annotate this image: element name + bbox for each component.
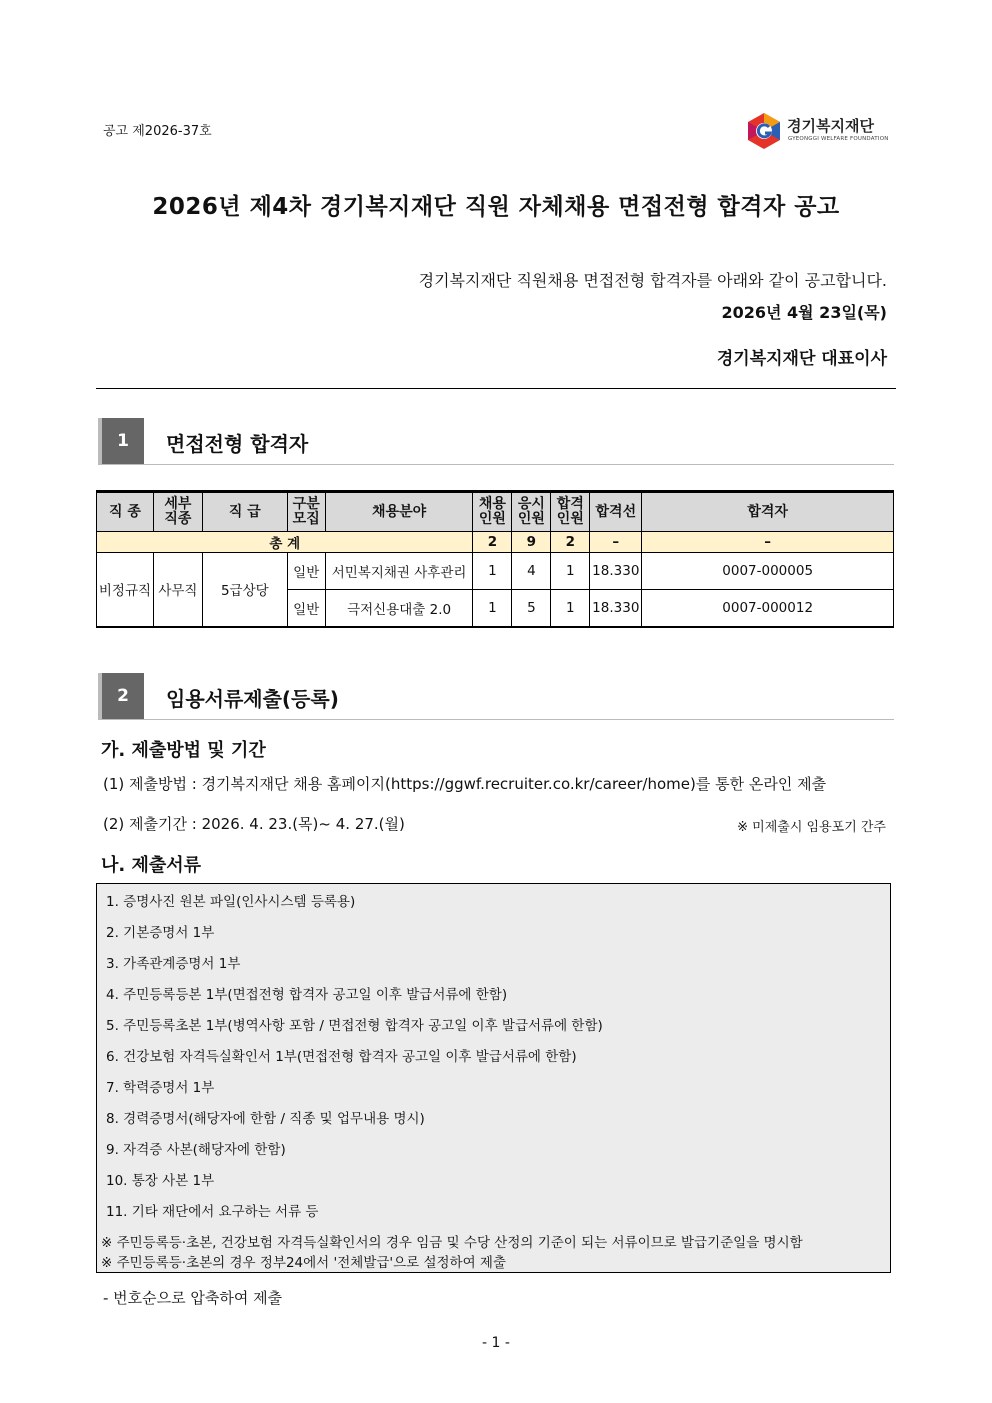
list-item: 8. 경력증명서(해당자에 한함 / 직종 및 업무내용 명시) — [106, 1111, 425, 1127]
total-apply: 9 — [512, 532, 551, 553]
page-number: - 1 - — [482, 1335, 510, 1351]
cell-apply: 5 — [512, 590, 551, 627]
col-apply: 응시 인원 — [512, 492, 551, 532]
col-cutoff: 합격선 — [590, 492, 642, 532]
submission-period: (2) 제출기간 : 2026. 4. 23.(목)~ 4. 27.(월) — [103, 815, 405, 833]
cell-apply: 4 — [512, 553, 551, 590]
submission-method: (1) 제출방법 : 경기복지재단 채용 홈페이지(https://ggwf.recruiter.co.kr/career/home)를 통한 온라인 제출 — [103, 775, 827, 793]
col-job: 직 종 — [97, 492, 154, 532]
cell-field: 극저신용대출 2.0 — [325, 590, 473, 627]
list-item: 3. 가족관계증명서 1부 — [106, 956, 241, 972]
logo-mark-icon — [747, 112, 781, 150]
section-2-header — [98, 673, 894, 720]
section-title: 임용서류제출(등록) — [166, 687, 339, 711]
col-pass: 합격 인원 — [551, 492, 590, 532]
list-item: 2. 기본증명서 1부 — [106, 925, 215, 941]
logo-subtitle: GYEONGGI WELFARE FOUNDATION — [788, 136, 889, 142]
subheading-method: 가. 제출방법 및 기간 — [101, 740, 266, 761]
col-recruit: 구분 모집 — [287, 492, 325, 532]
list-item: 10. 통장 사본 1부 — [106, 1173, 215, 1189]
cell-hire: 1 — [473, 590, 512, 627]
cell-job: 비정규직 — [97, 553, 154, 627]
notice-number: 공고 제2026-37호 — [103, 124, 212, 139]
notice-date: 2026년 4월 23일(목) — [721, 303, 887, 322]
foundation-logo — [747, 110, 897, 152]
total-label: 총 계 — [97, 532, 473, 553]
list-item: 5. 주민등록초본 1부(병역사항 포함 / 면접전형 합격자 공고일 이후 발급서류에 한함) — [106, 1018, 603, 1034]
cell-grade: 5급상당 — [202, 553, 287, 627]
cell-pass: 1 — [551, 590, 590, 627]
total-passers: – — [642, 532, 894, 553]
list-item: 9. 자격증 사본(해당자에 한함) — [106, 1142, 286, 1158]
cell-recruit: 일반 — [287, 590, 325, 627]
list-item: 11. 기타 재단에서 요구하는 서류 등 — [106, 1204, 319, 1220]
list-item: 7. 학력증명서 1부 — [106, 1080, 215, 1096]
list-item: 4. 주민등록등본 1부(면접전형 합격자 공고일 이후 발급서류에 한함) — [106, 987, 508, 1003]
divider — [96, 388, 896, 389]
cell-cutoff: 18.330 — [590, 553, 642, 590]
table-row — [97, 553, 894, 590]
section-number: 1 — [98, 418, 144, 464]
col-passers: 합격자 — [642, 492, 894, 532]
section-title: 면접전형 합격자 — [166, 432, 309, 456]
total-row — [97, 532, 894, 553]
list-item: 6. 건강보험 자격득실확인서 1부(면접전형 합격자 공고일 이후 발급서류에 한함) — [106, 1049, 577, 1065]
subheading-documents: 나. 제출서류 — [101, 855, 202, 876]
document-note: ※ 주민등록등·초본의 경우 정부24에서 '전체발급'으로 설정하여 제출 — [101, 1255, 507, 1271]
issuer: 경기복지재단 대표이사 — [716, 349, 887, 369]
compress-note: - 번호순으로 압축하여 제출 — [103, 1289, 283, 1307]
total-cutoff: – — [590, 532, 642, 553]
cell-cutoff: 18.330 — [590, 590, 642, 627]
cell-passer: 0007-000005 — [642, 553, 894, 590]
cell-recruit: 일반 — [287, 553, 325, 590]
intro-text: 경기복지재단 직원채용 면접전형 합격자를 아래와 같이 공고합니다. — [418, 271, 887, 290]
cell-passer: 0007-000012 — [642, 590, 894, 627]
cell-pass: 1 — [551, 553, 590, 590]
list-item: 1. 증명사진 원본 파일(인사시스템 등록용) — [106, 894, 356, 910]
col-detail: 세부 직종 — [153, 492, 202, 532]
period-note: ※ 미제출시 임용포기 간주 — [737, 820, 886, 835]
cell-hire: 1 — [473, 553, 512, 590]
cell-field: 서민복지채권 사후관리 — [325, 553, 473, 590]
cell-detail: 사무직 — [153, 553, 202, 627]
col-grade: 직 급 — [202, 492, 287, 532]
documents-box — [96, 883, 891, 1273]
document-note: ※ 주민등록등·초본, 건강보험 자격득실확인서의 경우 임금 및 수당 산정의 기준이 되는 서류이므로 발급기준일을 명시함 — [101, 1235, 803, 1251]
col-hire: 채용 인원 — [473, 492, 512, 532]
logo-name: 경기복지재단 — [787, 117, 874, 135]
total-pass: 2 — [551, 532, 590, 553]
col-field: 채용분야 — [325, 492, 473, 532]
table-header-row — [97, 492, 894, 532]
result-table — [96, 490, 894, 628]
section-1-header — [98, 418, 894, 465]
total-hire: 2 — [473, 532, 512, 553]
section-number: 2 — [98, 673, 144, 719]
page-title: 2026년 제4차 경기복지재단 직원 자체채용 면접전형 합격자 공고 — [152, 194, 840, 220]
